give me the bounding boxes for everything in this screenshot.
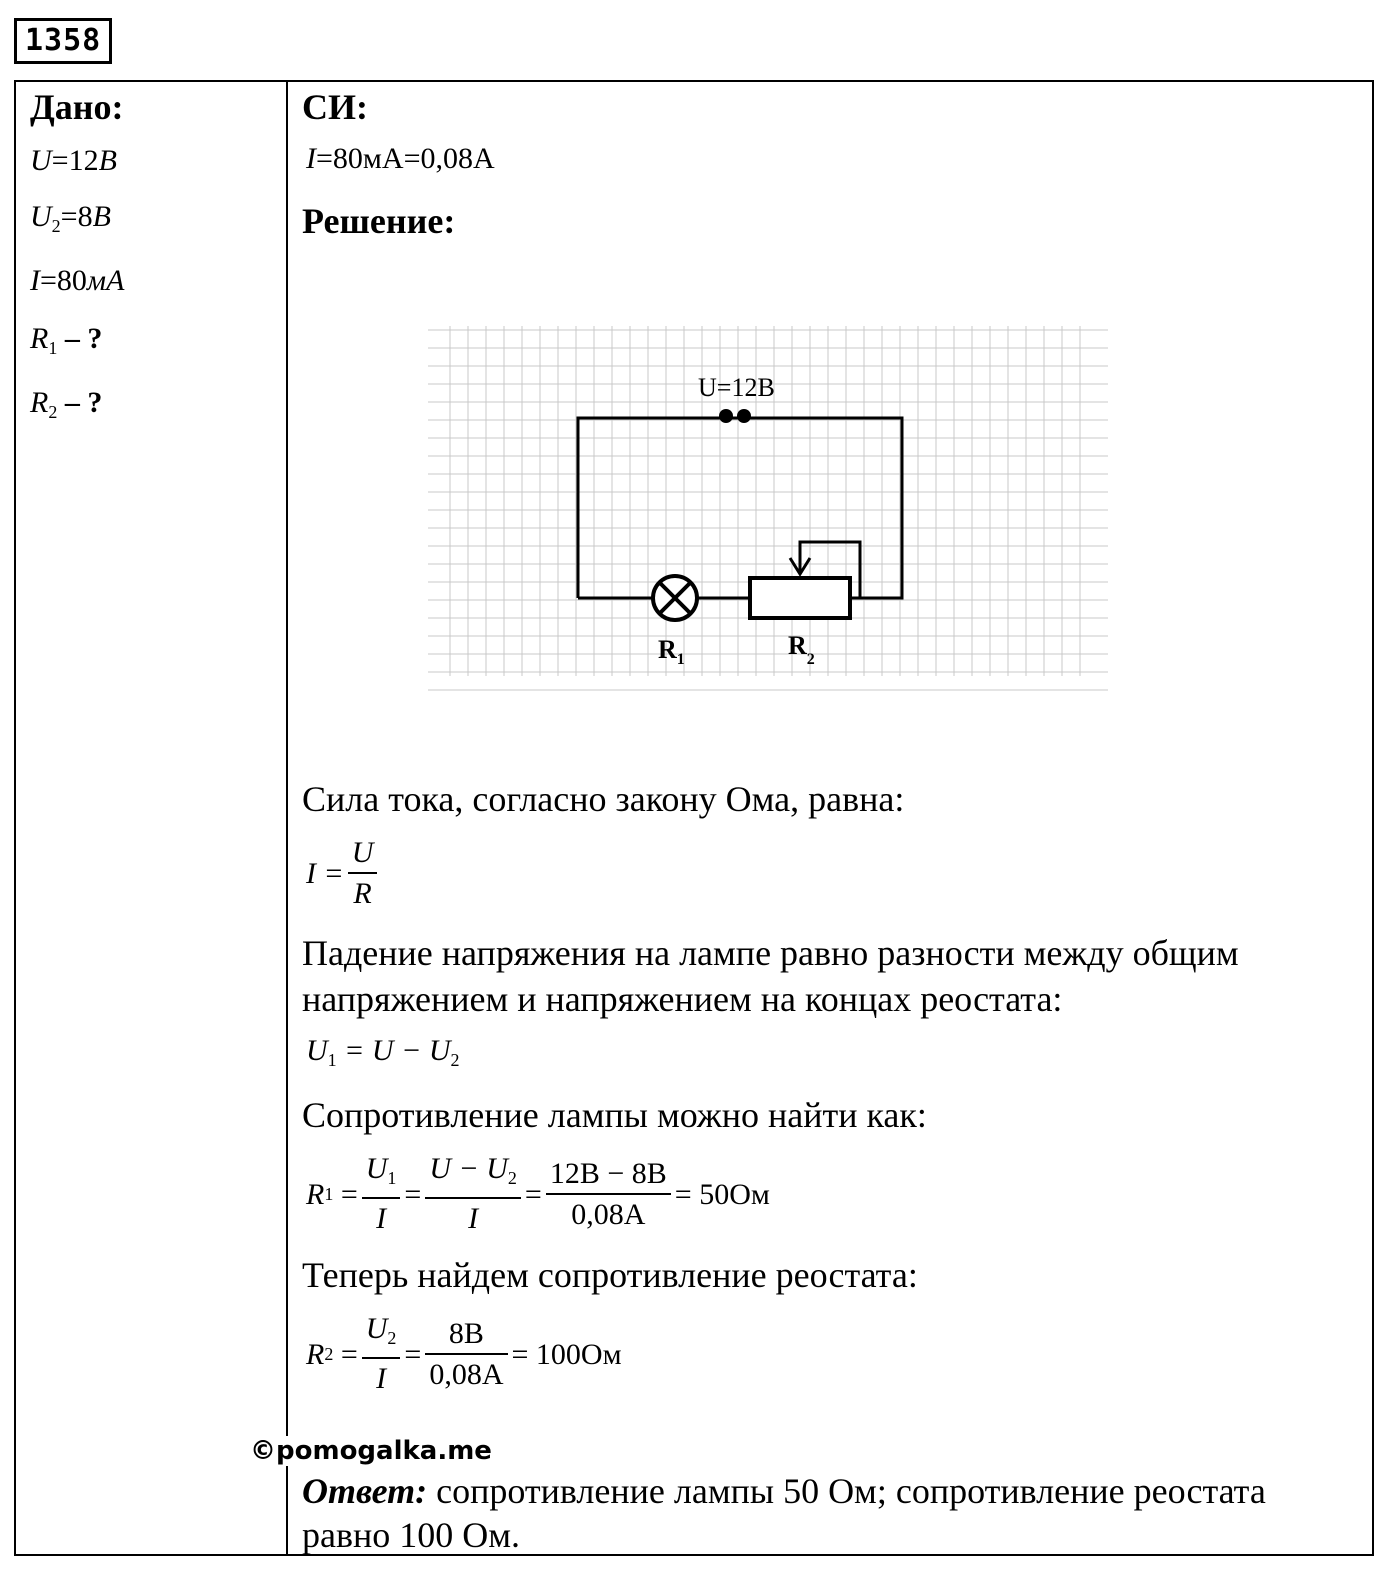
r1-label: $R_1$ (658, 635, 685, 668)
paragraph-voltage-drop-1: Падение напряжения на лампе равно разности между общим (302, 933, 1239, 973)
problem-number: 1358 (14, 18, 112, 64)
r2-label: $R_2$ (788, 631, 815, 668)
si-heading: СИ: (302, 87, 368, 127)
circuit-diagram (428, 326, 1110, 698)
column-divider (286, 80, 288, 1556)
unknown-r1: $R_1$ – ? (30, 322, 103, 358)
rheostat-icon (750, 542, 862, 618)
formula-rheostat-resistance: R 2 = $\frac{U_2}{I}$ = $\frac{8В}{0,08А}$ = 100Ом (306, 1312, 622, 1395)
answer-line-2: равно 100 Ом. (302, 1515, 521, 1555)
formula-voltage-drop: $U_1 = U - U_2$ (306, 1034, 460, 1070)
paragraph-voltage-drop-2: напряжением и напряжением на концах реостата: (302, 979, 1063, 1019)
paragraph-rheostat-resistance: Теперь найдем сопротивление реостата: (302, 1255, 918, 1295)
voltage-label: U=12В (698, 373, 775, 402)
terminal-icon (719, 409, 751, 423)
unknown-r2: $R_2$ – ? (30, 386, 103, 422)
given-heading: Дано: (30, 87, 124, 127)
si-conversion: I=80мА=0,08А (306, 142, 495, 175)
given-voltage: U=12В (30, 144, 117, 177)
given-voltage-2: $U_2=8В$ (30, 200, 111, 236)
paragraph-lamp-resistance: Сопротивление лампы можно найти как: (302, 1095, 927, 1135)
watermark: ©pomogalka.me (250, 1436, 492, 1466)
answer-label: Ответ: (302, 1471, 428, 1511)
paragraph-ohm-law: Сила тока, согласно закону Ома, равна: (302, 779, 905, 819)
formula-lamp-resistance: R 1 = $\frac{U_1}{I}$ = $\frac{U - U_2}{I}$ = $\frac{12В - 8В}{0,08А}$ = 50Ом (306, 1152, 770, 1235)
solution-heading: Решение: (302, 201, 456, 241)
answer-line-1: Ответ: сопротивление лампы 50 Ом; сопротивление реостата (302, 1471, 1266, 1511)
given-current: I=80мА (30, 264, 125, 297)
lamp-icon (653, 576, 697, 620)
formula-ohm-law: I = $\frac{U}{R}$ (306, 834, 381, 914)
circuit-wires (578, 418, 902, 598)
